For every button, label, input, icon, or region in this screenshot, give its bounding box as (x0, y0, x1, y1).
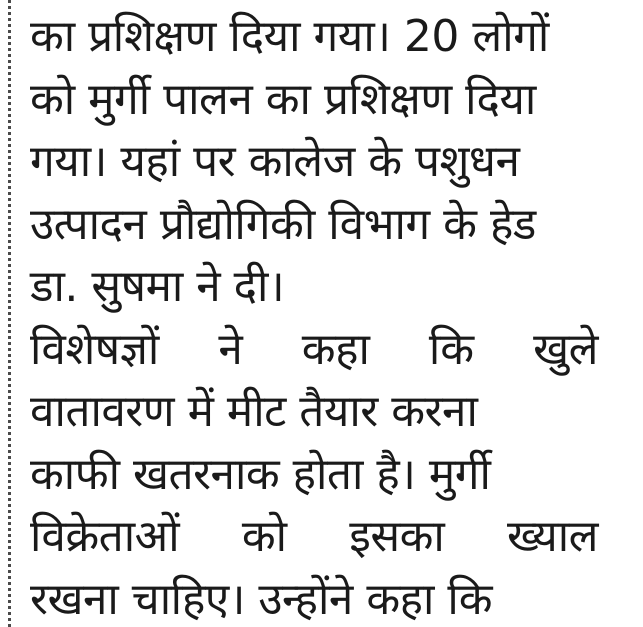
column-divider (8, 0, 11, 627)
text-line: उत्पादन प्रौद्योगिकी विभाग के हेड (30, 198, 536, 250)
text-line: गया। यहां पर कालेज के पशुधन (30, 136, 520, 187)
paragraph-1 (30, 6, 598, 319)
article-text (30, 6, 598, 627)
word: विक्रेताओं (30, 511, 180, 562)
word: खुले (533, 323, 598, 375)
text-line (30, 506, 598, 569)
word: विशेषज्ञों (30, 323, 159, 375)
text-line: काफी खतरनाक होता है। मुर्गी (30, 448, 491, 500)
text-line: वातावरण में मीट तैयार करना (30, 386, 478, 437)
text-line: को मुर्गी पालन का प्रशिक्षण दिया (30, 73, 536, 125)
word: कि (428, 323, 474, 375)
word: कहा (301, 323, 370, 375)
text-line: डा. सुषमा ने दी। (30, 261, 285, 312)
word: इसका (349, 511, 445, 562)
text-line: का प्रशिक्षण दिया गया। 20 लोगों (30, 11, 549, 62)
text-line (30, 319, 598, 382)
word: को (241, 511, 287, 562)
text-line: रखना चाहिए। उन्होंने कहा कि (30, 573, 493, 625)
paragraph-2 (30, 319, 598, 627)
word: ने (218, 323, 243, 375)
word: ख्याल (506, 511, 598, 562)
